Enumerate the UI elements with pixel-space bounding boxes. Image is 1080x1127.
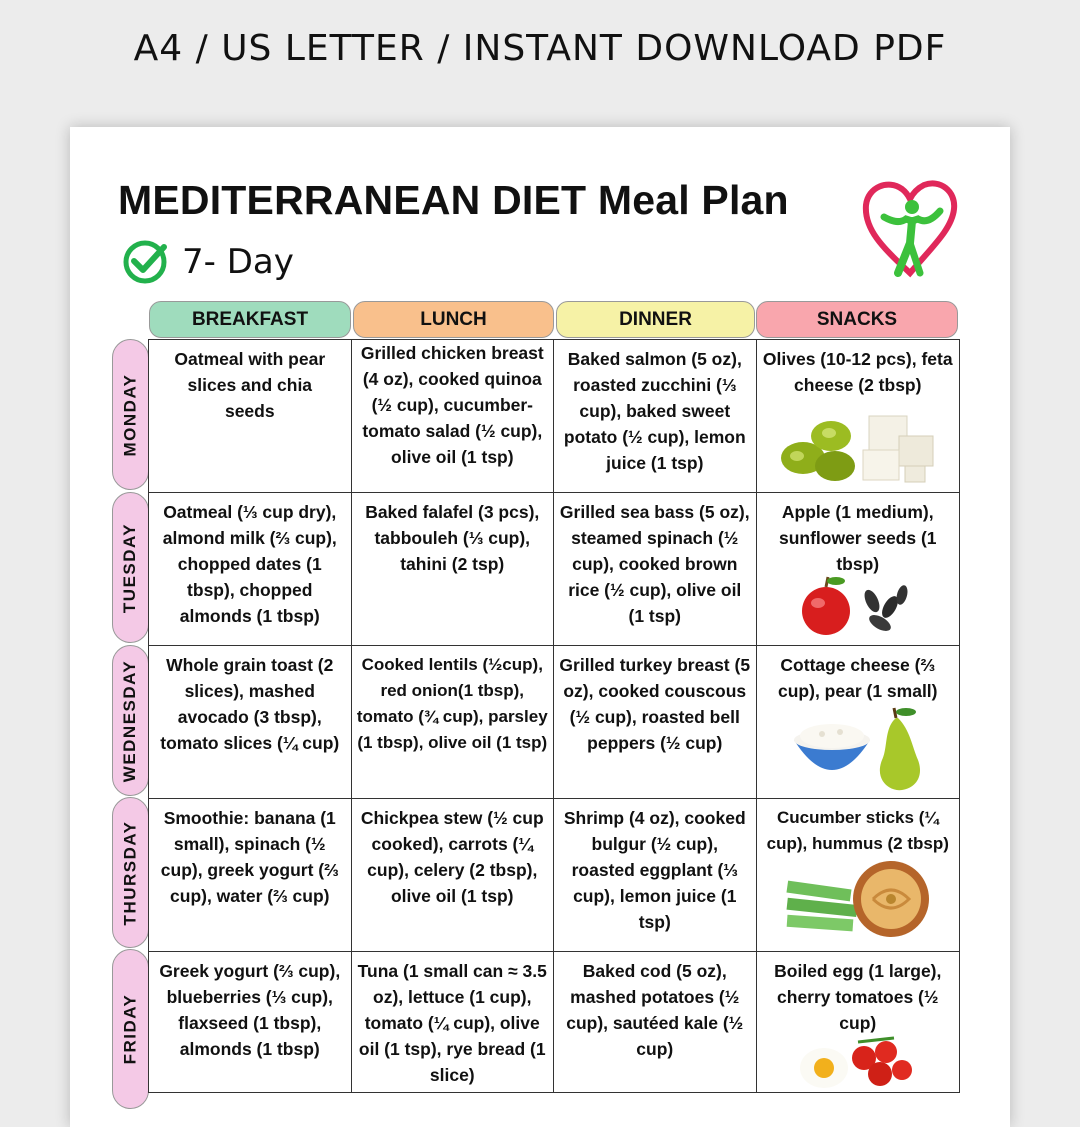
meal-cell-dinner: Grilled turkey breast (5 oz), cooked couscous (½ cup), roasted bell peppers (½ cup)	[554, 646, 757, 798]
meal-cell-dinner: Baked salmon (5 oz), roasted zucchini (⅓ cup), baked sweet potato (½ cup), lemon juice (1 tsp)	[554, 340, 756, 492]
day-tab-friday	[112, 949, 149, 1109]
meal-cell-dinner: Grilled sea bass (5 oz), steamed spinach (½ cup), cooked brown rice (½ cup), olive oil (1 tsp)	[554, 493, 757, 645]
day-tab-thursday	[112, 797, 149, 948]
meal-cell-dinner: Shrimp (4 oz), cooked bulgur (½ cup), roasted eggplant (⅓ cup), lemon juice (1 tsp)	[554, 799, 757, 951]
subtitle	[122, 237, 294, 287]
cottage-cheese-pear-image	[788, 704, 928, 794]
table-row-wednesday	[149, 646, 959, 799]
meal-cell-lunch: Baked falafel (3 pcs), tabbouleh (⅓ cup), tahini (2 tsp)	[352, 493, 555, 645]
column-header-lunch: LUNCH	[353, 301, 554, 338]
subtitle-text: 7- Day	[182, 242, 294, 282]
meal-cell-snack: Cottage cheese (⅔ cup), pear (1 small)	[757, 646, 960, 798]
column-header-snacks: SNACKS	[756, 301, 958, 338]
meal-cell-lunch: Tuna (1 small can ≈ 3.5 oz), lettuce (1 cup), tomato (¼ cup), olive oil (1 tsp), rye bread (1 slice)	[352, 952, 555, 1092]
day-label: MONDAY	[120, 373, 140, 456]
meal-cell-snack: Cucumber sticks (¼ cup), hummus (2 tbsp)	[757, 799, 960, 951]
meal-cell-breakfast: Oatmeal with pear slices and chia seeds	[149, 340, 352, 492]
meal-cell-lunch: Grilled chicken breast (4 oz), cooked quinoa (½ cup), cucumber-tomato salad (½ cup), olive oil (1 tsp)	[352, 340, 554, 492]
meal-cell-lunch: Cooked lentils (½cup), red onion(1 tbsp), tomato (¾ cup), parsley (1 tbsp), olive oil (1 tsp)	[352, 646, 555, 798]
heart-figure-logo	[862, 177, 958, 283]
olives-feta-image	[773, 406, 943, 486]
meal-cell-breakfast: Greek yogurt (⅔ cup), blueberries (⅓ cup), flaxseed (1 tbsp), almonds (1 tbsp)	[149, 952, 352, 1092]
meal-cell-breakfast: Oatmeal (⅓ cup dry), almond milk (⅔ cup), chopped dates (1 tbsp), chopped almonds (1 tbsp)	[149, 493, 352, 645]
meal-cell-snack: Boiled egg (1 large), cherry tomatoes (½ cup)	[757, 952, 960, 1092]
meal-cell-breakfast: Whole grain toast (2 slices), mashed avocado (3 tbsp), tomato slices (¼ cup)	[149, 646, 352, 798]
cucumber-hummus-image	[783, 859, 933, 945]
meal-cell-snack: Olives (10-12 pcs), feta cheese (2 tbsp)	[757, 340, 959, 492]
column-header-breakfast: BREAKFAST	[149, 301, 351, 338]
check-circle-icon	[122, 239, 168, 285]
table-row-monday	[149, 340, 959, 493]
column-header-dinner: DINNER	[556, 301, 755, 338]
day-label: WEDNESDAY	[120, 659, 140, 782]
meal-cell-breakfast: Smoothie: banana (1 small), spinach (½ cup), greek yogurt (⅔ cup), water (⅔ cup)	[149, 799, 352, 951]
meal-cell-lunch: Chickpea stew (½ cup cooked), carrots (¼ cup), celery (2 tbsp), olive oil (1 tsp)	[352, 799, 555, 951]
meal-cell-dinner: Baked cod (5 oz), mashed potatoes (½ cup), sautéed kale (½ cup)	[554, 952, 757, 1092]
day-label: FRIDAY	[120, 993, 140, 1065]
meal-cell-snack: Apple (1 medium), sunflower seeds (1 tbsp)	[757, 493, 960, 645]
table-row-tuesday	[149, 493, 959, 646]
page-title: MEDITERRANEAN DIET Meal Plan	[118, 177, 789, 223]
day-label: THURSDAY	[120, 820, 140, 925]
day-label: TUESDAY	[120, 522, 140, 613]
banner-heading: A4 / US LETTER / INSTANT DOWNLOAD PDF	[133, 28, 947, 69]
day-tab-tuesday	[112, 492, 149, 643]
meal-table	[148, 339, 960, 1093]
egg-tomatoes-image	[798, 1032, 918, 1092]
table-row-friday	[149, 952, 959, 1092]
day-tab-wednesday	[112, 645, 149, 796]
apple-seeds-image	[798, 573, 918, 639]
table-row-thursday	[149, 799, 959, 952]
day-tab-monday	[112, 339, 149, 490]
meal-plan-sheet	[70, 127, 1010, 1127]
